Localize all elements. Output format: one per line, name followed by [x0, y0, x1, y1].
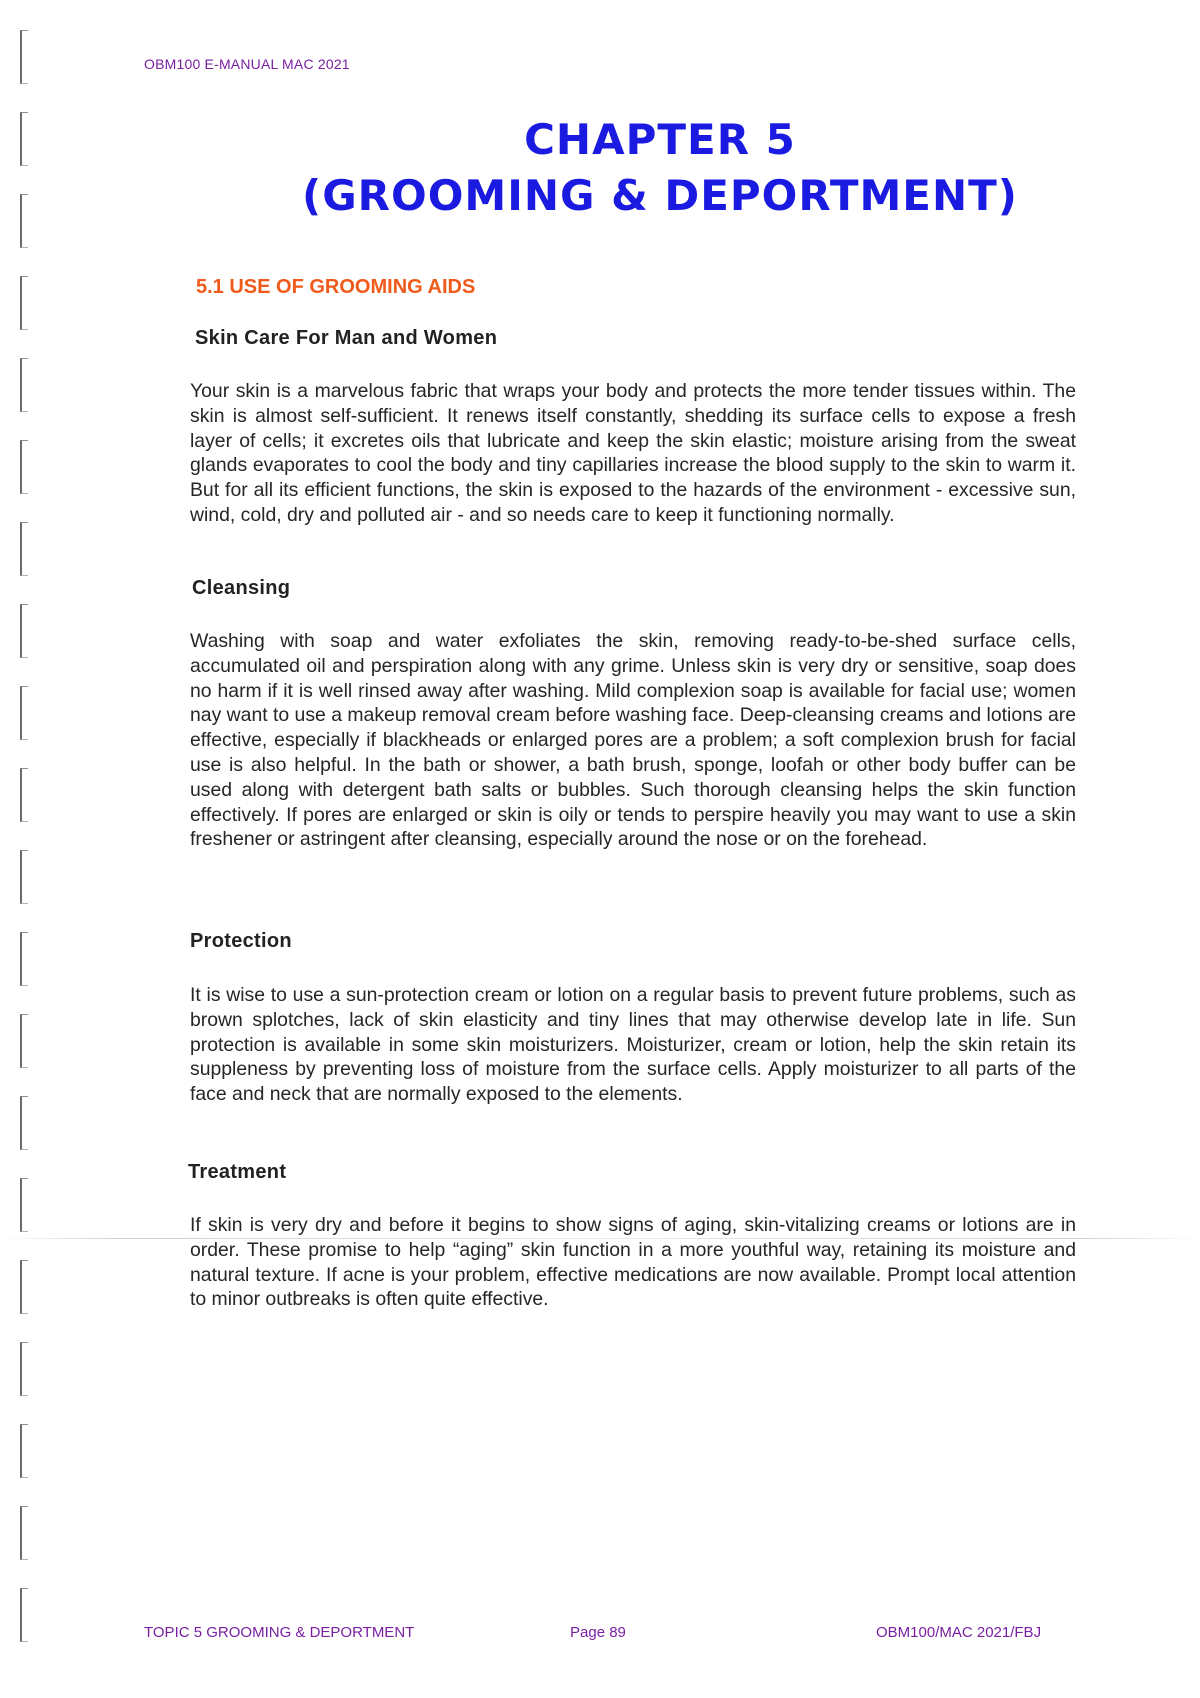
- heading-treatment: Treatment: [188, 1161, 287, 1183]
- section-title: 5.1 USE OF GROOMING AIDS: [196, 276, 476, 298]
- paragraph-protection: It is wise to use a sun-protection cream or lotion on a regular basis to prevent future problems, such as brown splotches, lack of skin elasticity and tiny lines that may otherwise develop late in life. Sun protection is available in some skin moisturizers. Moisturizer, cream or lotion, help the skin retain its suppleness by preventing loss of moisture from the surface cells. Apply moisturizer to all parts of the face and neck that are normally exposed to the elements.: [190, 984, 1076, 1106]
- chapter-number: CHAPTER 5: [524, 115, 796, 164]
- paragraph-treatment: If skin is very dry and before it begins to show signs of aging, skin-vitalizing creams or lotions are in order. These promise to help “aging” skin function in a more youthful way, retaining its moisture and natural texture. If acne is your problem, effective medications are now available. Prompt local attention to minor outbreaks is often quite effective.: [190, 1214, 1076, 1311]
- footer-topic: TOPIC 5 GROOMING & DEPORTMENT: [144, 1624, 415, 1641]
- heading-skin-care: Skin Care For Man and Women: [195, 327, 498, 349]
- running-header: OBM100 E-MANUAL MAC 2021: [144, 56, 350, 72]
- heading-cleansing: Cleansing: [192, 577, 291, 599]
- heading-protection: Protection: [190, 930, 292, 952]
- binder-hole-marks: [14, 30, 34, 1650]
- paragraph-cleansing: Washing with soap and water exfoliates the skin, removing ready-to-be-shed surface cells, accumulated oil and perspiration along with any grime. Unless skin is very dry or sensitive, soap does no harm if it is well rinsed away after washing. Mild complexion soap is available for facial use; women nay want to use a makeup removal cream before washing face. Deep-cleansing creams and lotions are effective, especially if blackheads or enlarged pores are a problem; a soft complexion brush for facial use is also helpful. In the bath or shower, a bath brush, sponge, loofah or other body buffer can be used along with detergent bath salts or bubbles. Such thorough cleansing helps the skin function effectively. If pores are enlarged or skin is oily or tends to perspire heavily you may want to use a skin freshener or astringent after cleansing, especially around the nose or on the forehead.: [190, 630, 1076, 851]
- chapter-subject: (GROOMING & DEPORTMENT): [302, 171, 1018, 220]
- footer-page-number: Page 89: [570, 1624, 626, 1641]
- footer-course-code: OBM100/MAC 2021/FBJ: [876, 1624, 1042, 1641]
- chapter-title: [200, 112, 1120, 224]
- paragraph-skin-care: Your skin is a marvelous fabric that wraps your body and protects the more tender tissues within. The skin is almost self-sufficient. It renews itself constantly, shedding its surface cells to expose a fresh layer of cells; it excretes oils that lubricate and keep the skin elastic; moisture arising from the sweat glands evaporates to cool the body and tiny capillaries increase the blood supply to the skin to warm it. But for all its efficient functions, the skin is exposed to the hazards of the environment - excessive sun, wind, cold, dry and polluted air - and so needs care to keep it functioning normally.: [190, 380, 1076, 526]
